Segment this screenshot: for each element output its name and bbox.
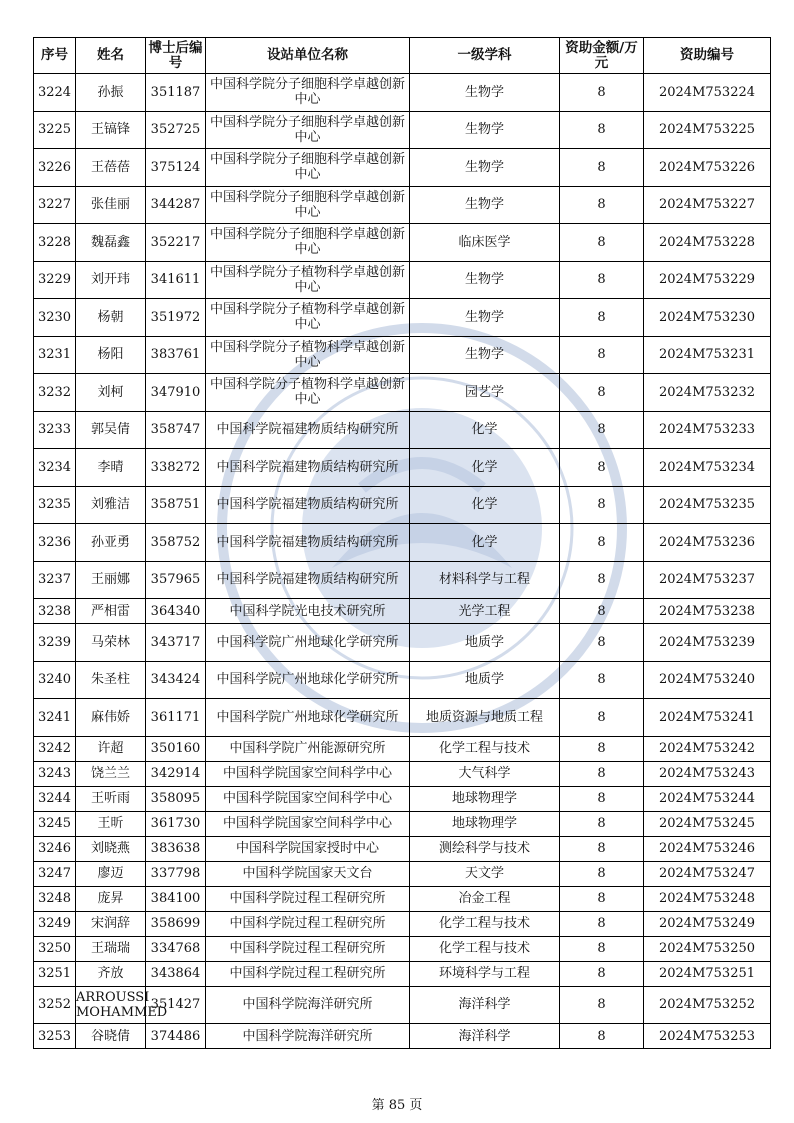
cell-discipline: 地质学	[410, 624, 560, 662]
cell-discipline: 化学工程与技术	[410, 911, 560, 936]
table-row	[34, 299, 771, 337]
cell-postdoc-id: 337798	[146, 861, 206, 886]
funding-table	[33, 37, 771, 1049]
page-number: 第 85 页	[371, 1098, 423, 1113]
cell-grant-no: 2024M753246	[644, 836, 771, 861]
table-row	[34, 186, 771, 224]
cell-postdoc-id: 338272	[146, 449, 206, 487]
table-row	[34, 599, 771, 624]
cell-postdoc-id: 343864	[146, 961, 206, 986]
cell-discipline: 园艺学	[410, 374, 560, 412]
cell-postdoc-id: 343717	[146, 624, 206, 662]
cell-name: 麻伟娇	[76, 699, 146, 737]
cell-grant-no: 2024M753234	[644, 449, 771, 487]
table-row	[34, 336, 771, 374]
cell-grant-no: 2024M753252	[644, 986, 771, 1024]
cell-discipline: 海洋科学	[410, 1024, 560, 1049]
cell-amount: 8	[560, 261, 644, 299]
cell-postdoc-id: 375124	[146, 149, 206, 187]
cell-postdoc-id: 361171	[146, 699, 206, 737]
cell-name: 刘开玮	[76, 261, 146, 299]
cell-postdoc-id: 358095	[146, 786, 206, 811]
table-row	[34, 761, 771, 786]
cell-name: 庞昇	[76, 886, 146, 911]
cell-amount: 8	[560, 374, 644, 412]
cell-unit: 中国科学院国家空间科学中心	[206, 761, 410, 786]
cell-name: 孙亚勇	[76, 524, 146, 562]
table-row	[34, 699, 771, 737]
cell-postdoc-id: 357965	[146, 561, 206, 599]
cell-name: 王听雨	[76, 786, 146, 811]
cell-seq: 3228	[34, 224, 76, 262]
header-amount: 资助金额/万元	[560, 38, 644, 74]
cell-name: 杨阳	[76, 336, 146, 374]
table-row	[34, 936, 771, 961]
table-row	[34, 449, 771, 487]
cell-postdoc-id: 361730	[146, 811, 206, 836]
cell-amount: 8	[560, 861, 644, 886]
cell-seq: 3251	[34, 961, 76, 986]
cell-name: 宋润辞	[76, 911, 146, 936]
cell-name: 刘雅洁	[76, 486, 146, 524]
cell-postdoc-id: 343424	[146, 661, 206, 699]
cell-discipline: 地质学	[410, 661, 560, 699]
cell-amount: 8	[560, 149, 644, 187]
cell-name: 王昕	[76, 811, 146, 836]
cell-seq: 3225	[34, 111, 76, 149]
cell-postdoc-id: 341611	[146, 261, 206, 299]
cell-grant-no: 2024M753224	[644, 74, 771, 112]
header-unit: 设站单位名称	[206, 38, 410, 74]
cell-unit: 中国科学院分子植物科学卓越创新中心	[206, 261, 410, 299]
cell-name: 刘晓燕	[76, 836, 146, 861]
cell-grant-no: 2024M753230	[644, 299, 771, 337]
cell-grant-no: 2024M753242	[644, 736, 771, 761]
table-row	[34, 74, 771, 112]
table-row	[34, 524, 771, 562]
cell-seq: 3239	[34, 624, 76, 662]
cell-amount: 8	[560, 836, 644, 861]
cell-name: 谷晓倩	[76, 1024, 146, 1049]
cell-seq: 3245	[34, 811, 76, 836]
cell-unit: 中国科学院过程工程研究所	[206, 911, 410, 936]
table-row	[34, 149, 771, 187]
cell-postdoc-id: 383761	[146, 336, 206, 374]
cell-unit: 中国科学院国家授时中心	[206, 836, 410, 861]
cell-unit: 中国科学院广州能源研究所	[206, 736, 410, 761]
cell-seq: 3249	[34, 911, 76, 936]
cell-name: 李晴	[76, 449, 146, 487]
cell-unit: 中国科学院广州地球化学研究所	[206, 624, 410, 662]
cell-amount: 8	[560, 786, 644, 811]
cell-unit: 中国科学院福建物质结构研究所	[206, 561, 410, 599]
cell-seq: 3250	[34, 936, 76, 961]
cell-unit: 中国科学院海洋研究所	[206, 1024, 410, 1049]
cell-seq: 3238	[34, 599, 76, 624]
cell-grant-no: 2024M753253	[644, 1024, 771, 1049]
cell-grant-no: 2024M753251	[644, 961, 771, 986]
cell-discipline: 海洋科学	[410, 986, 560, 1024]
cell-discipline: 生物学	[410, 186, 560, 224]
cell-discipline: 临床医学	[410, 224, 560, 262]
cell-amount: 8	[560, 449, 644, 487]
table-row	[34, 624, 771, 662]
cell-grant-no: 2024M753241	[644, 699, 771, 737]
table-row	[34, 961, 771, 986]
cell-unit: 中国科学院分子细胞科学卓越创新中心	[206, 224, 410, 262]
cell-name: 张佳丽	[76, 186, 146, 224]
cell-postdoc-id: 358752	[146, 524, 206, 562]
cell-unit: 中国科学院国家空间科学中心	[206, 811, 410, 836]
cell-seq: 3243	[34, 761, 76, 786]
cell-discipline: 光学工程	[410, 599, 560, 624]
table-row	[34, 111, 771, 149]
cell-unit: 中国科学院分子植物科学卓越创新中心	[206, 336, 410, 374]
cell-unit: 中国科学院分子细胞科学卓越创新中心	[206, 74, 410, 112]
cell-seq: 3247	[34, 861, 76, 886]
cell-grant-no: 2024M753245	[644, 811, 771, 836]
cell-amount: 8	[560, 111, 644, 149]
cell-amount: 8	[560, 486, 644, 524]
cell-name: 齐放	[76, 961, 146, 986]
cell-discipline: 天文学	[410, 861, 560, 886]
cell-seq: 3253	[34, 1024, 76, 1049]
cell-grant-no: 2024M753248	[644, 886, 771, 911]
cell-amount: 8	[560, 661, 644, 699]
table-row	[34, 911, 771, 936]
cell-grant-no: 2024M753239	[644, 624, 771, 662]
cell-grant-no: 2024M753227	[644, 186, 771, 224]
cell-seq: 3224	[34, 74, 76, 112]
cell-grant-no: 2024M753225	[644, 111, 771, 149]
cell-amount: 8	[560, 911, 644, 936]
cell-discipline: 环境科学与工程	[410, 961, 560, 986]
cell-name: 王丽娜	[76, 561, 146, 599]
cell-discipline: 化学	[410, 524, 560, 562]
cell-discipline: 生物学	[410, 74, 560, 112]
cell-postdoc-id: 342914	[146, 761, 206, 786]
cell-amount: 8	[560, 811, 644, 836]
cell-grant-no: 2024M753240	[644, 661, 771, 699]
table-row	[34, 486, 771, 524]
cell-unit: 中国科学院过程工程研究所	[206, 936, 410, 961]
cell-name: 廖迈	[76, 861, 146, 886]
cell-grant-no: 2024M753231	[644, 336, 771, 374]
cell-grant-no: 2024M753237	[644, 561, 771, 599]
cell-seq: 3229	[34, 261, 76, 299]
cell-amount: 8	[560, 561, 644, 599]
cell-postdoc-id: 347910	[146, 374, 206, 412]
cell-grant-no: 2024M753249	[644, 911, 771, 936]
cell-name: 王镐锋	[76, 111, 146, 149]
cell-postdoc-id: 351972	[146, 299, 206, 337]
cell-grant-no: 2024M753250	[644, 936, 771, 961]
cell-amount: 8	[560, 986, 644, 1024]
cell-unit: 中国科学院过程工程研究所	[206, 886, 410, 911]
cell-seq: 3244	[34, 786, 76, 811]
table-row	[34, 411, 771, 449]
table-row	[34, 986, 771, 1024]
cell-seq: 3234	[34, 449, 76, 487]
cell-amount: 8	[560, 1024, 644, 1049]
table-row	[34, 736, 771, 761]
cell-discipline: 生物学	[410, 336, 560, 374]
cell-discipline: 生物学	[410, 299, 560, 337]
header-seq: 序号	[34, 38, 76, 74]
table-row	[34, 261, 771, 299]
cell-unit: 中国科学院分子植物科学卓越创新中心	[206, 374, 410, 412]
table-row	[34, 886, 771, 911]
cell-unit: 中国科学院广州地球化学研究所	[206, 699, 410, 737]
cell-amount: 8	[560, 599, 644, 624]
cell-postdoc-id: 352217	[146, 224, 206, 262]
cell-unit: 中国科学院海洋研究所	[206, 986, 410, 1024]
table-row	[34, 786, 771, 811]
cell-amount: 8	[560, 186, 644, 224]
cell-postdoc-id: 344287	[146, 186, 206, 224]
cell-name: 刘柯	[76, 374, 146, 412]
header-postdoc-id: 博士后编号	[146, 38, 206, 74]
cell-discipline: 地质资源与地质工程	[410, 699, 560, 737]
cell-seq: 3236	[34, 524, 76, 562]
cell-postdoc-id: 352725	[146, 111, 206, 149]
cell-name: 王瑞瑞	[76, 936, 146, 961]
cell-unit: 中国科学院广州地球化学研究所	[206, 661, 410, 699]
cell-amount: 8	[560, 936, 644, 961]
cell-discipline: 化学工程与技术	[410, 936, 560, 961]
cell-postdoc-id: 374486	[146, 1024, 206, 1049]
cell-amount: 8	[560, 299, 644, 337]
cell-discipline: 生物学	[410, 149, 560, 187]
table-header-row	[34, 38, 771, 74]
cell-grant-no: 2024M753232	[644, 374, 771, 412]
cell-unit: 中国科学院福建物质结构研究所	[206, 524, 410, 562]
cell-postdoc-id: 383638	[146, 836, 206, 861]
cell-name: 马荣林	[76, 624, 146, 662]
cell-name: 杨朝	[76, 299, 146, 337]
cell-name: 许超	[76, 736, 146, 761]
cell-seq: 3248	[34, 886, 76, 911]
cell-discipline: 化学	[410, 411, 560, 449]
table-row	[34, 661, 771, 699]
cell-seq: 3230	[34, 299, 76, 337]
cell-seq: 3226	[34, 149, 76, 187]
table-row	[34, 861, 771, 886]
cell-amount: 8	[560, 961, 644, 986]
cell-amount: 8	[560, 74, 644, 112]
cell-unit: 中国科学院福建物质结构研究所	[206, 411, 410, 449]
cell-name: ARROUSSI MOHAMMED	[76, 986, 146, 1024]
cell-unit: 中国科学院光电技术研究所	[206, 599, 410, 624]
cell-amount: 8	[560, 524, 644, 562]
cell-amount: 8	[560, 336, 644, 374]
cell-grant-no: 2024M753238	[644, 599, 771, 624]
cell-discipline: 大气科学	[410, 761, 560, 786]
cell-seq: 3232	[34, 374, 76, 412]
cell-name: 朱圣柱	[76, 661, 146, 699]
cell-seq: 3235	[34, 486, 76, 524]
cell-seq: 3233	[34, 411, 76, 449]
cell-amount: 8	[560, 886, 644, 911]
cell-discipline: 地球物理学	[410, 786, 560, 811]
cell-discipline: 生物学	[410, 111, 560, 149]
cell-discipline: 化学工程与技术	[410, 736, 560, 761]
cell-postdoc-id: 364340	[146, 599, 206, 624]
table-row	[34, 1024, 771, 1049]
cell-grant-no: 2024M753229	[644, 261, 771, 299]
cell-discipline: 测绘科学与技术	[410, 836, 560, 861]
cell-grant-no: 2024M753235	[644, 486, 771, 524]
cell-seq: 3227	[34, 186, 76, 224]
header-discipline: 一级学科	[410, 38, 560, 74]
cell-discipline: 生物学	[410, 261, 560, 299]
table-row	[34, 374, 771, 412]
cell-name: 饶兰兰	[76, 761, 146, 786]
cell-grant-no: 2024M753243	[644, 761, 771, 786]
cell-seq: 3240	[34, 661, 76, 699]
cell-amount: 8	[560, 699, 644, 737]
cell-amount: 8	[560, 411, 644, 449]
cell-seq: 3252	[34, 986, 76, 1024]
cell-unit: 中国科学院过程工程研究所	[206, 961, 410, 986]
cell-name: 严相雷	[76, 599, 146, 624]
table-row	[34, 811, 771, 836]
cell-unit: 中国科学院福建物质结构研究所	[206, 449, 410, 487]
cell-amount: 8	[560, 736, 644, 761]
cell-grant-no: 2024M753226	[644, 149, 771, 187]
cell-unit: 中国科学院福建物质结构研究所	[206, 486, 410, 524]
cell-discipline: 材料科学与工程	[410, 561, 560, 599]
cell-discipline: 地球物理学	[410, 811, 560, 836]
header-grant-no: 资助编号	[644, 38, 771, 74]
cell-name: 王蓓蓓	[76, 149, 146, 187]
cell-grant-no: 2024M753228	[644, 224, 771, 262]
cell-postdoc-id: 384100	[146, 886, 206, 911]
cell-postdoc-id: 358699	[146, 911, 206, 936]
cell-amount: 8	[560, 224, 644, 262]
table-row	[34, 561, 771, 599]
cell-postdoc-id: 358751	[146, 486, 206, 524]
cell-discipline: 冶金工程	[410, 886, 560, 911]
cell-unit: 中国科学院分子细胞科学卓越创新中心	[206, 111, 410, 149]
cell-unit: 中国科学院分子细胞科学卓越创新中心	[206, 186, 410, 224]
cell-seq: 3231	[34, 336, 76, 374]
cell-name: 郭吴倩	[76, 411, 146, 449]
cell-unit: 中国科学院分子植物科学卓越创新中心	[206, 299, 410, 337]
cell-seq: 3241	[34, 699, 76, 737]
header-name: 姓名	[76, 38, 146, 74]
cell-grant-no: 2024M753244	[644, 786, 771, 811]
cell-unit: 中国科学院分子细胞科学卓越创新中心	[206, 149, 410, 187]
cell-seq: 3246	[34, 836, 76, 861]
cell-discipline: 化学	[410, 449, 560, 487]
cell-postdoc-id: 358747	[146, 411, 206, 449]
cell-grant-no: 2024M753236	[644, 524, 771, 562]
cell-seq: 3237	[34, 561, 76, 599]
cell-unit: 中国科学院国家天文台	[206, 861, 410, 886]
cell-postdoc-id: 334768	[146, 936, 206, 961]
table-row	[34, 224, 771, 262]
table-row	[34, 836, 771, 861]
cell-name: 魏磊鑫	[76, 224, 146, 262]
cell-grant-no: 2024M753247	[644, 861, 771, 886]
cell-name: 孙振	[76, 74, 146, 112]
cell-unit: 中国科学院国家空间科学中心	[206, 786, 410, 811]
cell-seq: 3242	[34, 736, 76, 761]
cell-grant-no: 2024M753233	[644, 411, 771, 449]
cell-amount: 8	[560, 761, 644, 786]
cell-amount: 8	[560, 624, 644, 662]
cell-postdoc-id: 351427	[146, 986, 206, 1024]
cell-postdoc-id: 350160	[146, 736, 206, 761]
cell-postdoc-id: 351187	[146, 74, 206, 112]
cell-discipline: 化学	[410, 486, 560, 524]
